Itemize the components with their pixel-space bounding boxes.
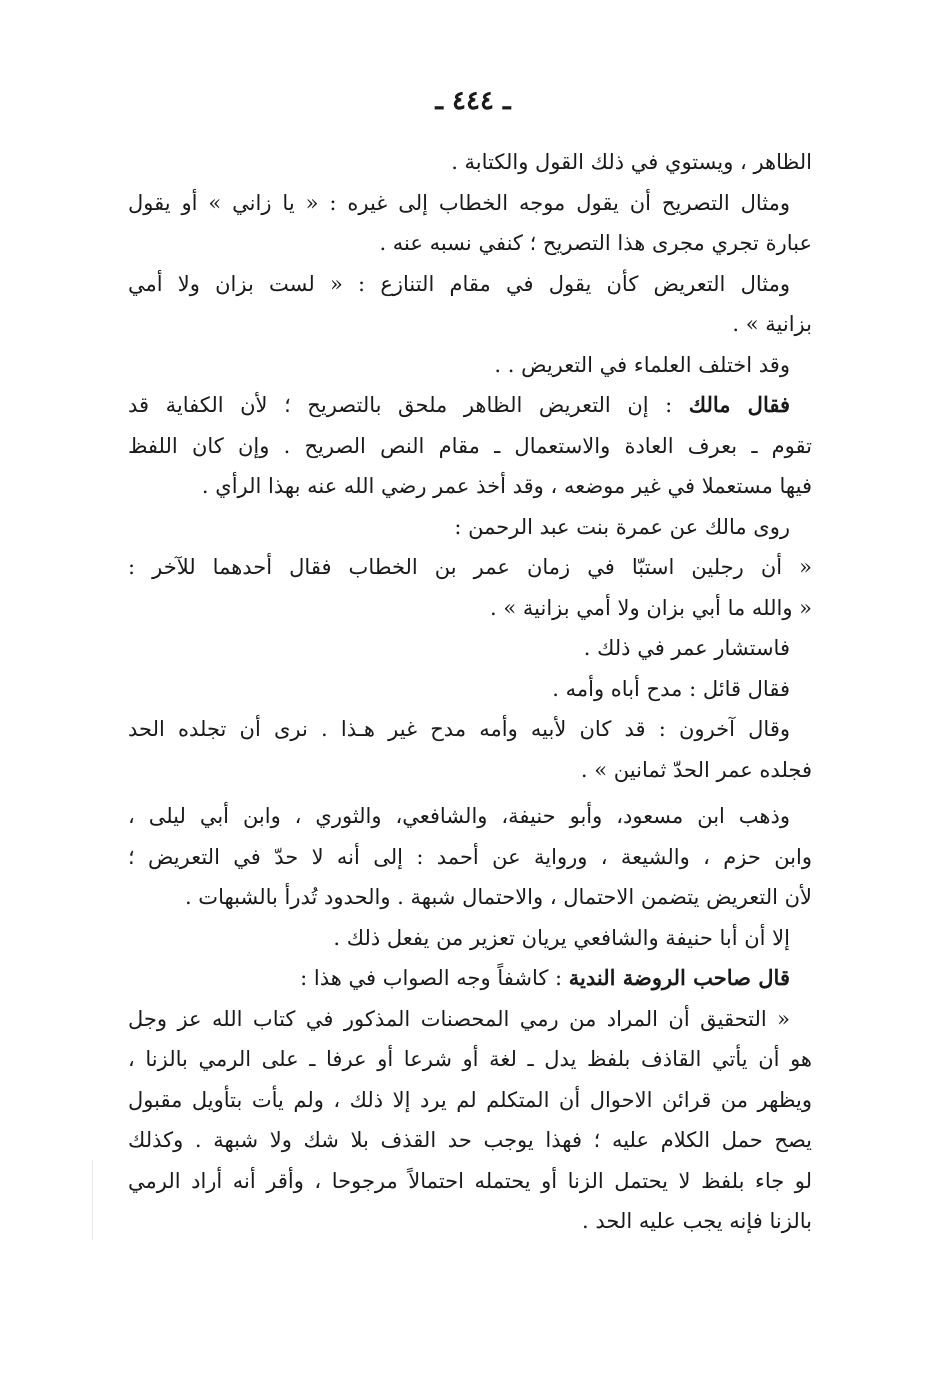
text-line [128, 1161, 812, 1202]
line-text: « والله ما أبي بزان ولا أمي بزانية » . [490, 595, 812, 620]
bold-lead: فقال مالك [688, 392, 790, 417]
text-line [128, 628, 812, 669]
text-line [128, 837, 812, 878]
line-text: فقال قائل : مدح أباه وأمه . [552, 676, 790, 701]
line-text: عبارة تجري مجرى هذا التصريح ؛ كنفي نسبه عنه . [379, 231, 812, 255]
text-line [128, 1080, 812, 1121]
line-text: ومثال التصريح أن يقول موجه الخطاب إلى غيره : « يا زاني » أو يقول [128, 190, 790, 215]
line-text: « أن رجلين استبّا في زمان عمر بن الخطاب فقال أحدهما للآخر : [128, 555, 812, 579]
line-text: الظاهر ، ويستوي في ذلك القول والكتابة . [451, 150, 812, 174]
text-line [128, 547, 812, 588]
text-line [128, 796, 812, 837]
line-text: بزانية » . [732, 312, 812, 336]
text-line [128, 345, 812, 386]
line-text: بالزنا فإنه يجب عليه الحد . [582, 1209, 812, 1233]
text-line [128, 183, 812, 224]
line-text: روى مالك عن عمرة بنت عبد الرحمن : [454, 514, 790, 539]
line-text: وابن حزم ، والشيعة ، ورواية عن أحمد : إلى أنه لا حدّ في التعريض ؛ [128, 844, 812, 869]
text-line [128, 588, 812, 629]
text-line [128, 304, 812, 345]
line-text: وذهب ابن مسعود، وأبو حنيفة، والشافعي، والثوري ، وابن أبي ليلى ، [128, 804, 790, 828]
text-line [128, 1201, 812, 1242]
text-line [128, 750, 812, 791]
text-line [128, 142, 812, 183]
line-text: ومثال التعريض كأن يقول في مقام التنازع : « لست بزان ولا أمي [128, 271, 790, 296]
line-text: فيها مستعملا في غير موضعه ، وقد أخذ عمر رضي الله عنه بهذا الرأي . [201, 474, 812, 498]
text-line [128, 507, 812, 548]
page-body-text [128, 142, 812, 1242]
text-line [128, 466, 812, 507]
line-text: فاستشار عمر في ذلك . [583, 636, 790, 660]
line-text: « التحقيق أن المراد من رمي المحصنات المذكور في كتاب الله عز وجل [128, 1006, 790, 1031]
line-text: وقال آخرون : قد كان لأبيه وأمه مدح غير هـذا . نرى أن تجلده الحد [128, 717, 790, 741]
text-line [128, 1039, 812, 1080]
line-text: فجلده عمر الحدّ ثمانين » . [580, 757, 812, 782]
text-line [128, 223, 812, 264]
text-line [128, 1120, 812, 1161]
scan-edge-mark [92, 1160, 93, 1240]
line-text: ويظهر من قرائن الاحوال أن المتكلم لم يرد إلا ذلك ، ولم يأت بتأويل مقبول [128, 1087, 812, 1112]
line-text: وقد اختلف العلماء في التعريض . . [494, 352, 790, 377]
text-line [128, 918, 812, 959]
text-line [128, 426, 812, 467]
bold-lead: قال صاحب الروضة الندية [568, 965, 790, 990]
line-text: : إن التعريض الظاهر ملحق بالتصريح ؛ لأن الكفاية قد [128, 393, 689, 417]
line-text: يصح حمل الكلام عليه ؛ فهذا يوجب حد القذف بلا شك ولا شبهة . وكذلك [128, 1128, 812, 1152]
text-line [128, 709, 812, 750]
line-text: تقوم ـ بعرف العادة والاستعمال ـ مقام النص الصريح . وإن كان اللفظ [128, 433, 812, 458]
line-text: إلا أن أبا حنيفة والشافعي يريان تعزير من يفعل ذلك . [333, 925, 790, 950]
text-line [128, 669, 812, 710]
line-text: هو أن يأتي القاذف بلفظ يدل ـ لغة أو شرعا أو عرفا ـ على الرمي بالزنا ، [128, 1047, 812, 1071]
line-text: لو جاء بلفظ لا يحتمل الزنا أو يحتمله احتمالاً مرجوحا ، وأقر أنه أراد الرمي [128, 1168, 812, 1193]
text-line [128, 264, 812, 305]
text-line [128, 385, 812, 426]
line-text: : كاشفاً وجه الصواب في هذا : [300, 966, 569, 990]
page-number: ـ ٤٤٤ ـ [435, 86, 511, 116]
text-line [128, 877, 812, 918]
text-line [128, 999, 812, 1040]
text-line [128, 958, 812, 999]
line-text: لأن التعريض يتضمن الاحتمال ، والاحتمال شبهة . والحدود تُدرأ بالشبهات . [184, 885, 812, 909]
